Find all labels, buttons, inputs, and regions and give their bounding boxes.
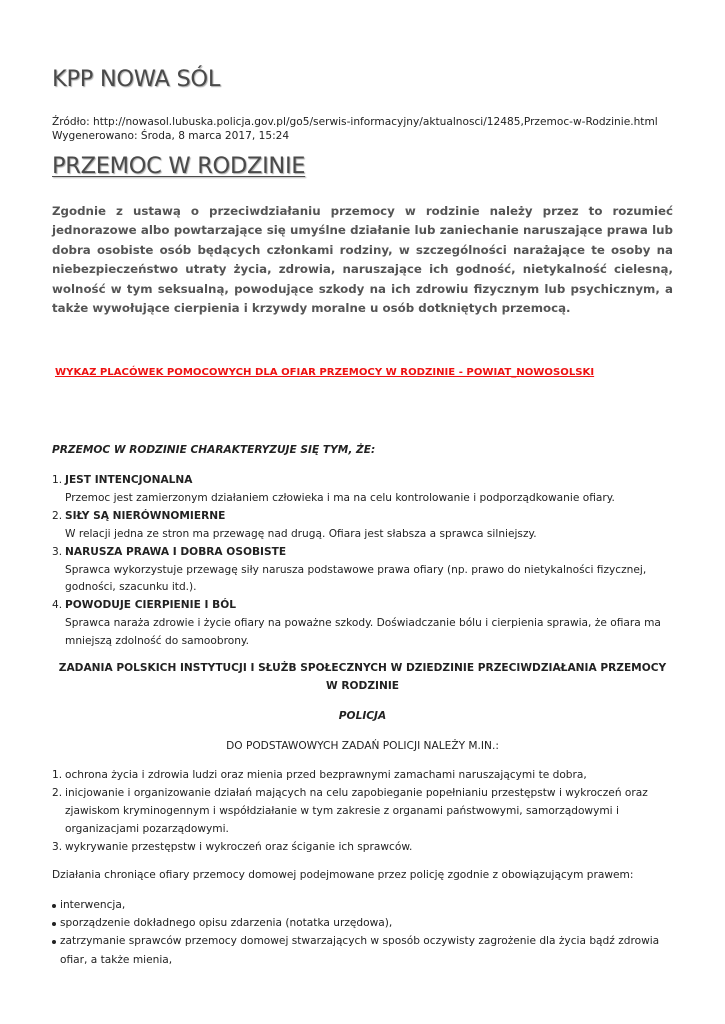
actions-list bbox=[52, 896, 676, 969]
list-item-description: Sprawca naraża zdrowie i życie ofiary na poważne szkody. Doświadczanie bólu i cierpienia sprawia, że ofiara ma mniejszą zdolność do samoobrony. bbox=[65, 617, 661, 648]
list-item bbox=[52, 839, 676, 857]
list-item: zatrzymanie sprawców przemocy domowej stwarzających w sposób oczywisty zagrożenie dla życia bądź zdrowia ofiar, a także mienia, bbox=[52, 932, 676, 968]
actions-intro: Działania chroniące ofiary przemocy domowej podejmowane przez policję zgodnie z obowiązującym prawem: bbox=[52, 869, 634, 881]
list-item-number: 1. bbox=[52, 474, 63, 486]
list-item-text: inicjowanie i organizowanie działań mających na celu zapobieganie popełnianiu przestępstw i wykroczeń oraz zjawiskom kryminogennym i współdziałanie w tym zakresie z organami państwowymi, samorządowymi i organizacjami pozarządowymi. bbox=[65, 786, 648, 835]
list-item-text: wykrywanie przestępstw i wykroczeń oraz ściganie ich sprawców. bbox=[65, 840, 413, 853]
article-lead: Zgodnie z ustawą o przeciwdziałaniu przemocy w rodzinie należy przez to rozumieć jednorazowe albo powtarzające się umyślne działanie lub zaniechanie naruszające prawa lub dobra osobiste osób będących członkami rodziny, w szczególności narażające te osoby na niebezpieczeństwo utraty życia, zdrowia, naruszające ich godność, nietykalność cielesną, wolność w tym seksualną, powodujące szkody na ich zdrowiu fizycznym lub psychicznym, a także wywołujące cierpienia i krzywdy moralne u osób dotkniętych przemocą. bbox=[52, 204, 673, 316]
list-item bbox=[52, 508, 676, 544]
facilities-list-link[interactable]: WYKAZ PLACÓWEK POMOCOWYCH DLA OFIAR PRZEMOCY W RODZINIE - POWIAT_NOWOSOLSKI bbox=[55, 367, 595, 378]
list-item-title: POWODUJE CIERPIENIE I BÓL bbox=[65, 599, 236, 612]
list-item-description: Sprawca wykorzystuje przewagę siły narusza podstawowe prawa ofiary (np. prawo do nietykalności fizycznej, godności, szacunku itd.). bbox=[65, 563, 647, 594]
list-item-title: SIŁY SĄ NIERÓWNOMIERNE bbox=[65, 509, 226, 522]
list-item-number: 2. bbox=[52, 786, 63, 799]
police-tasks-list bbox=[52, 767, 676, 857]
list-item bbox=[52, 767, 676, 785]
police-intro: DO PODSTAWOWYCH ZADAŃ POLICJI NALEŻY M.IN.: bbox=[226, 740, 499, 752]
list-item: interwencja, bbox=[52, 896, 676, 914]
list-item-text: ochrona życia i zdrowia ludzi oraz mienia przed bezprawnymi zamachami naruszającymi te dobra, bbox=[65, 769, 587, 781]
list-item-number: 3. bbox=[52, 840, 63, 853]
site-title: KPP NOWA SÓL bbox=[52, 66, 221, 92]
list-item-description: Przemoc jest zamierzonym działaniem człowieka i ma na celu kontrolowanie i podporządkowanie ofiary. bbox=[65, 491, 615, 504]
article-title: PRZEMOC W RODZINIE bbox=[52, 153, 306, 179]
characteristics-list bbox=[52, 472, 676, 651]
police-heading: POLICJA bbox=[338, 710, 387, 722]
source-line: Źródło: http://nowasol.lubuska.policja.gov.pl/go5/serwis-informacyjny/aktualnosci/12485,Przemoc-w-Rodzinie.html bbox=[52, 116, 658, 128]
list-item bbox=[52, 785, 676, 839]
list-item-number: 1. bbox=[52, 769, 63, 781]
list-item-number: 2. bbox=[52, 509, 63, 522]
list-item bbox=[52, 472, 676, 508]
list-item: sporządzenie dokładnego opisu zdarzenia (notatka urzędowa), bbox=[52, 914, 676, 932]
list-item-number: 4. bbox=[52, 599, 63, 612]
list-item bbox=[52, 544, 676, 598]
list-item-title: NARUSZA PRAWA I DOBRA OSOBISTE bbox=[65, 545, 287, 558]
characteristics-heading: PRZEMOC W RODZINIE CHARAKTERYZUJE SIĘ TYM, ŻE: bbox=[52, 444, 376, 456]
list-item-title: JEST INTENCJONALNA bbox=[65, 474, 193, 486]
tasks-heading: ZADANIA POLSKICH INSTYTUCJI I SŁUŻB SPOŁECZNYCH W DZIEDZINIE PRZECIWDZIAŁANIA PRZEMOCY W RODZINIE bbox=[58, 662, 667, 692]
list-item-description: W relacji jedna ze stron ma przewagę nad drugą. Ofiara jest słabsza a sprawca silniejszy. bbox=[65, 527, 537, 540]
generated-line: Wygenerowano: Środa, 8 marca 2017, 15:24 bbox=[52, 130, 290, 142]
list-item-number: 3. bbox=[52, 545, 63, 558]
list-item bbox=[52, 597, 676, 651]
